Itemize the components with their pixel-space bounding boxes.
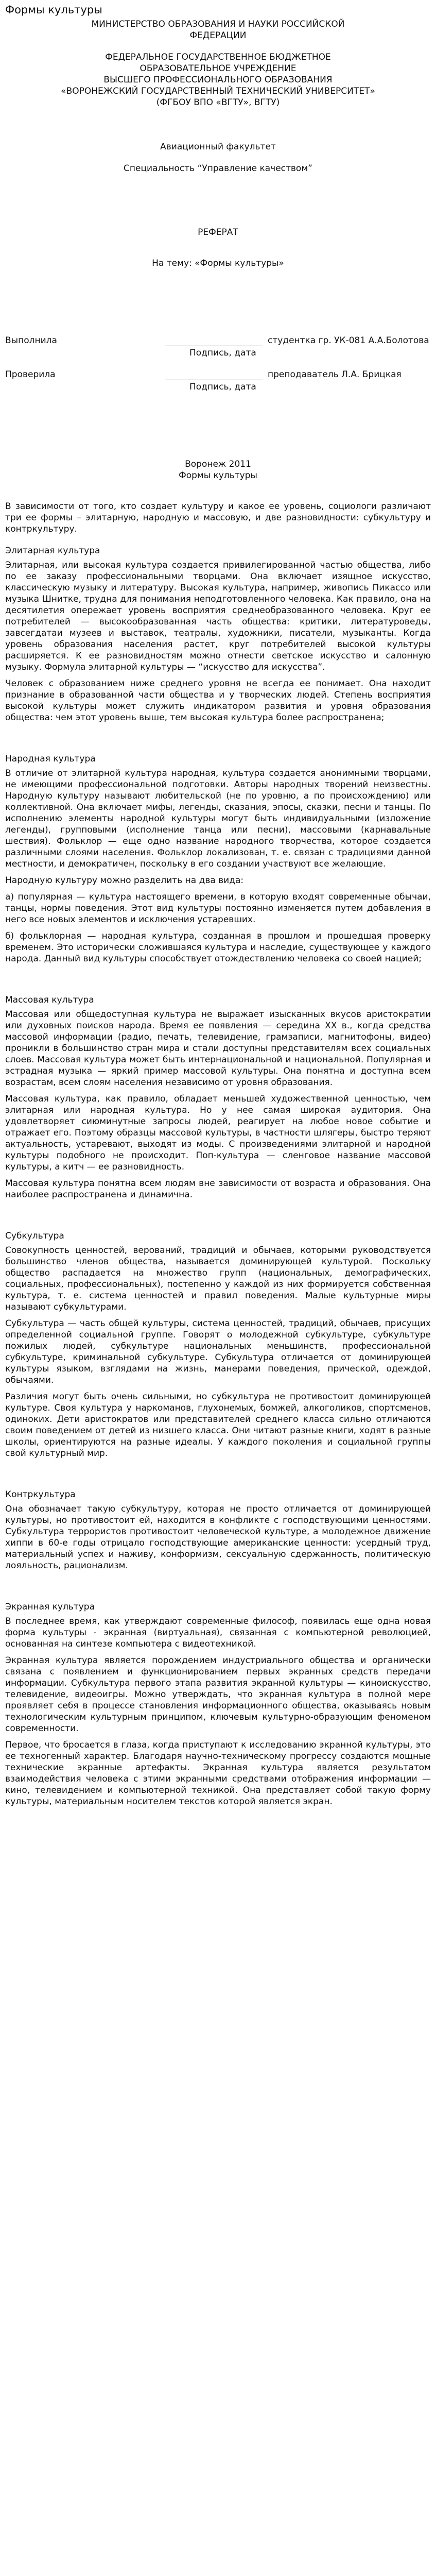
performed-value: студентка гр. УК-081 А.А.Болотова — [268, 335, 429, 346]
performed-label: Выполнила — [5, 335, 57, 346]
section — [5, 970, 431, 1200]
city-year: Воронеж 2011 — [185, 459, 251, 469]
sign-date-caption: Подпись, дата — [189, 382, 256, 392]
checked-label: Проверила — [5, 369, 56, 380]
sections — [5, 545, 431, 1807]
section-paragraph: Различия могут быть очень сильными, но субкультура не противостоит доминирующей культуре. Своя культура у наркоманов, глухонемых, бомжей, алкоголиков, спортсменов, одиноких. Дети аристократов или представителей среднего класса сильно отличаются своим поведением от детей из низшего класса. Они читают разные книги, ходят в разные школы, ориентируются на разные идеалы. У каждого поколения и социальной группы свой культурный мир. — [5, 1392, 431, 1459]
section-heading: Народная культура — [5, 754, 96, 764]
signature-blank — [165, 370, 263, 380]
section — [5, 1577, 431, 1807]
section-paragraph: Она обозначает такую субкультуру, которая не просто отличается от доминирующей культуры, но противостоит ей, находится в конфликте с господствующими ценностями. Субкультура террористов противостоит человеческой культуре, а молодежное движение хиппи в 60-е годы отрицало господствующие американские ценности: усердный труд, материальный успех и наживу, конформизм, сексуальную сдержанность, политическую лояльность, рационализм. — [5, 1504, 431, 1571]
section-paragraph: Первое, что бросается в глаза, когда приступают к исследованию экранной культуры, это ее техногенный характер. Благодаря научно-техническому прогрессу создаются мощные технические экранные артефакты. Экранная культура является результатом взаимодействия человека с этими экранными средствами отображения информации — кино, телевидением и компьютерной техникой. Она представляет собой такую форму культуры, материальным носителем текстов которой является экран. — [5, 1740, 431, 1807]
section — [5, 1464, 431, 1571]
section-paragraph: Народную культуру можно разделить на два вида: — [5, 875, 244, 886]
section-heading: Элитарная культура — [5, 546, 100, 556]
ministry-line: ФЕДЕРАЦИИ — [189, 30, 247, 41]
section-paragraph: Совокупность ценностей, верований, традиций и обычаев, которыми руководствуется большинство членов общества, называется доминирующей культурой. Поскольку общество распадается на множество групп (национальных, демографических, социальных, профессиональных), постепенно у каждой из них формируется собственная культура, т. е. система ценностей и правил поведения. Малые культурные миры называют субкультурами. — [5, 1245, 431, 1312]
section-paragraph: Массовая или общедоступная культура не выражает изысканных вкусов аристократии или духовных поисков народа. Время ее появления — середина XX в., когда средства массовой информации (радио, печать, телевидение, грамзаписи, магнитофоны, видео) проникли в большинство стран мира и стали доступны представителям всех социальных слоев. Массовая культура может быть интернациональной и национальной. Популярная и эстрадная музыка — яркий пример массовой культуры. Она понятна и доступна всем возрастам, всем слоям населения независимо от уровня образования. — [5, 1009, 431, 1088]
section-paragraph: а) популярная — культура настоящего времени, в которую входят современные обычаи, танцы, нормы поведения. Этот вид культуры постоянно изменяется путем добавления в него все новых элементов и исключения устаревших. — [5, 892, 431, 925]
intro-paragraph: В зависимости от того, кто создает культуру и какое ее уровень, социологи различают три ее формы – элитарную, народную и массовую, и две разновидности: субкультуру и контркультуру. — [5, 501, 431, 534]
section-paragraph: Человек с образованием ниже среднего уровня не всегда ее понимает. Она находит признание в образованной части общества и у творческих людей. Степень восприятия высокой культуры может служить индикатором развития и уровня образования общества: чем этот уровень выше, тем высокая культура более распространена; — [5, 679, 431, 723]
institution-line: (ФГБОУ ВПО «ВГТУ», ВГТУ) — [156, 97, 280, 108]
section-paragraph: Экранная культура является порождением индустриального общества и органически связана с появлением и функционированием первых экранных средств передачи информации. Субкультура первого этапа развития экранной культуры — киноискусство, телевидение, видеоигры. Можно утверждать, что экранная культура в полной мере проявляет себя в процессе становления информационного общества, оказываясь новым технологическим культурным принципом, ключевым культурно-образующим феноменом современности. — [5, 1655, 431, 1734]
performed-row — [5, 335, 431, 346]
section — [5, 545, 431, 723]
section-paragraph: Массовая культура понятна всем людям вне зависимости от возраста и образования. Она наиболее распространена и динамична. — [5, 1178, 431, 1200]
section-paragraph: Субкультура — часть общей культуры, система ценностей, традиций, обычаев, присущих определенной социальной группе. Говорят о молодежной субкультуре, субкультуре пожилых людей, субкультуре национальных меньшинств, профессиональной субкультуре, криминальной субкультуре. Субкультура отличается от доминирующей культуры языком, взглядами на жизнь, манерами поведения, прической, одеждой, обычаями. — [5, 1318, 431, 1385]
section-paragraph: б) фольклорная — народная культура, созданная в прошлом и прошедшая проверку временем. Это исторически сложившаяся культура и наследие, существующее у каждого народа. Данный вид культуры способствует отождествлению человека со своей нацией; — [5, 931, 431, 964]
section-paragraph: В отличие от элитарной культура народная, культура создается анонимными творцами, не имеющими профессиональной подготовки. Авторы народных творений неизвестны. Народную культуру называют любительской (не по уровню, а по происхождению) или коллективной. Она включает мифы, легенды, сказания, эпосы, сказки, песни и танцы. По исполнению элементы народной культуры могут быть индивидуальными (изложение легенды), групповыми (исполнение танца или песни), массовыми (карнавальные шествия). Фольклор — еще одно название народного творчества, которое создается различными слоями населения. Фольклор локализован, т. е. связан с традициями данной местности, и демократичен, поскольку в его создании участвуют все желающие. — [5, 768, 431, 869]
section-heading: Экранная культура — [5, 1602, 95, 1612]
checked-row — [5, 369, 431, 380]
section-paragraph: Массовая культура, как правило, обладает меньшей художественной ценностью, чем элитарная или народная культура. Но у нее самая широкая аудитория. Она удовлетворяет сиюминутные запросы людей, реагирует на любое новое событие и отражает его. Поэтому образцы массовой культуры, в частности шлягеры, быстро теряют актуальность, устаревают, выходят из моды. С произведениями элитарной и народной культуры подобного не происходит. Поп-культура — сленговое название массовой культуры, а китч — ее разновидность. — [5, 1094, 431, 1172]
section — [5, 728, 431, 964]
title-page — [5, 19, 431, 501]
institution-line: ОБРАЗОВАТЕЛЬНОЕ УЧРЕЖДЕНИЕ — [139, 63, 297, 74]
document-title: Формы культуры — [5, 4, 102, 16]
checked-value: преподаватель Л.А. Брицкая — [268, 369, 402, 380]
specialty: Специальность “Управление качеством” — [124, 163, 312, 174]
institution-line: «ВОРОНЕЖСКИЙ ГОСУДАРСТВЕННЫЙ ТЕХНИЧЕСКИЙ УНИВЕРСИТЕТ» — [61, 86, 375, 96]
ministry-line: МИНИСТЕРСТВО ОБРАЗОВАНИЯ И НАУКИ РОССИЙСКОЙ — [91, 19, 345, 29]
work-type: РЕФЕРАТ — [198, 227, 238, 238]
signature-blank — [165, 336, 263, 346]
institution-line: ВЫСШЕГО ПРОФЕССИОНАЛЬНОГО ОБРАЗОВАНИЯ — [103, 75, 333, 85]
section — [5, 1206, 431, 1459]
sign-date-caption: Подпись, дата — [189, 348, 256, 358]
topic: На тему: «Формы культуры» — [152, 258, 284, 268]
section-paragraph: Элитарная, или высокая культура создается привилегированной частью общества, либо по ее заказу профессиональными творцами. Она включает изящное искусство, классическую музыку и литературу. Высокая культура, например, живопись Пикассо или музыка Шнитке, трудна для понимания неподготовленного человека. Как правило, она на десятилетия опережает уровень восприятия среднеобразованного человека. Круг ее потребителей — высокообразованная часть общества: критики, литературоведы, завсегдатаи музеев и выставок, театралы, художники, писатели, музыканты. Когда уровень образования населения растет, круг потребителей высокой культуры расширяется. К ее разновидностям можно отнести светское искусство и салонную музыку. Формула элитарной культуры — “искусство для искусства”. — [5, 560, 431, 672]
faculty: Авиационный факультет — [160, 142, 276, 152]
section-paragraph: В последнее время, как утверждают современные философ, появилась еще одна новая форма культуры - экранная (виртуальная), связанная с компьютерной революцией, основанная на синтезе компьютера с видеотехникой. — [5, 1616, 431, 1649]
section-heading: Массовая культура — [5, 995, 94, 1005]
section-heading: Контркультура — [5, 1489, 76, 1500]
section-heading: Субкультура — [5, 1231, 64, 1241]
institution-line: ФЕДЕРАЛЬНОЕ ГОСУДАРСТВЕННОЕ БЮДЖЕТНОЕ — [105, 52, 331, 62]
document-subtitle: Формы культуры — [179, 470, 257, 481]
